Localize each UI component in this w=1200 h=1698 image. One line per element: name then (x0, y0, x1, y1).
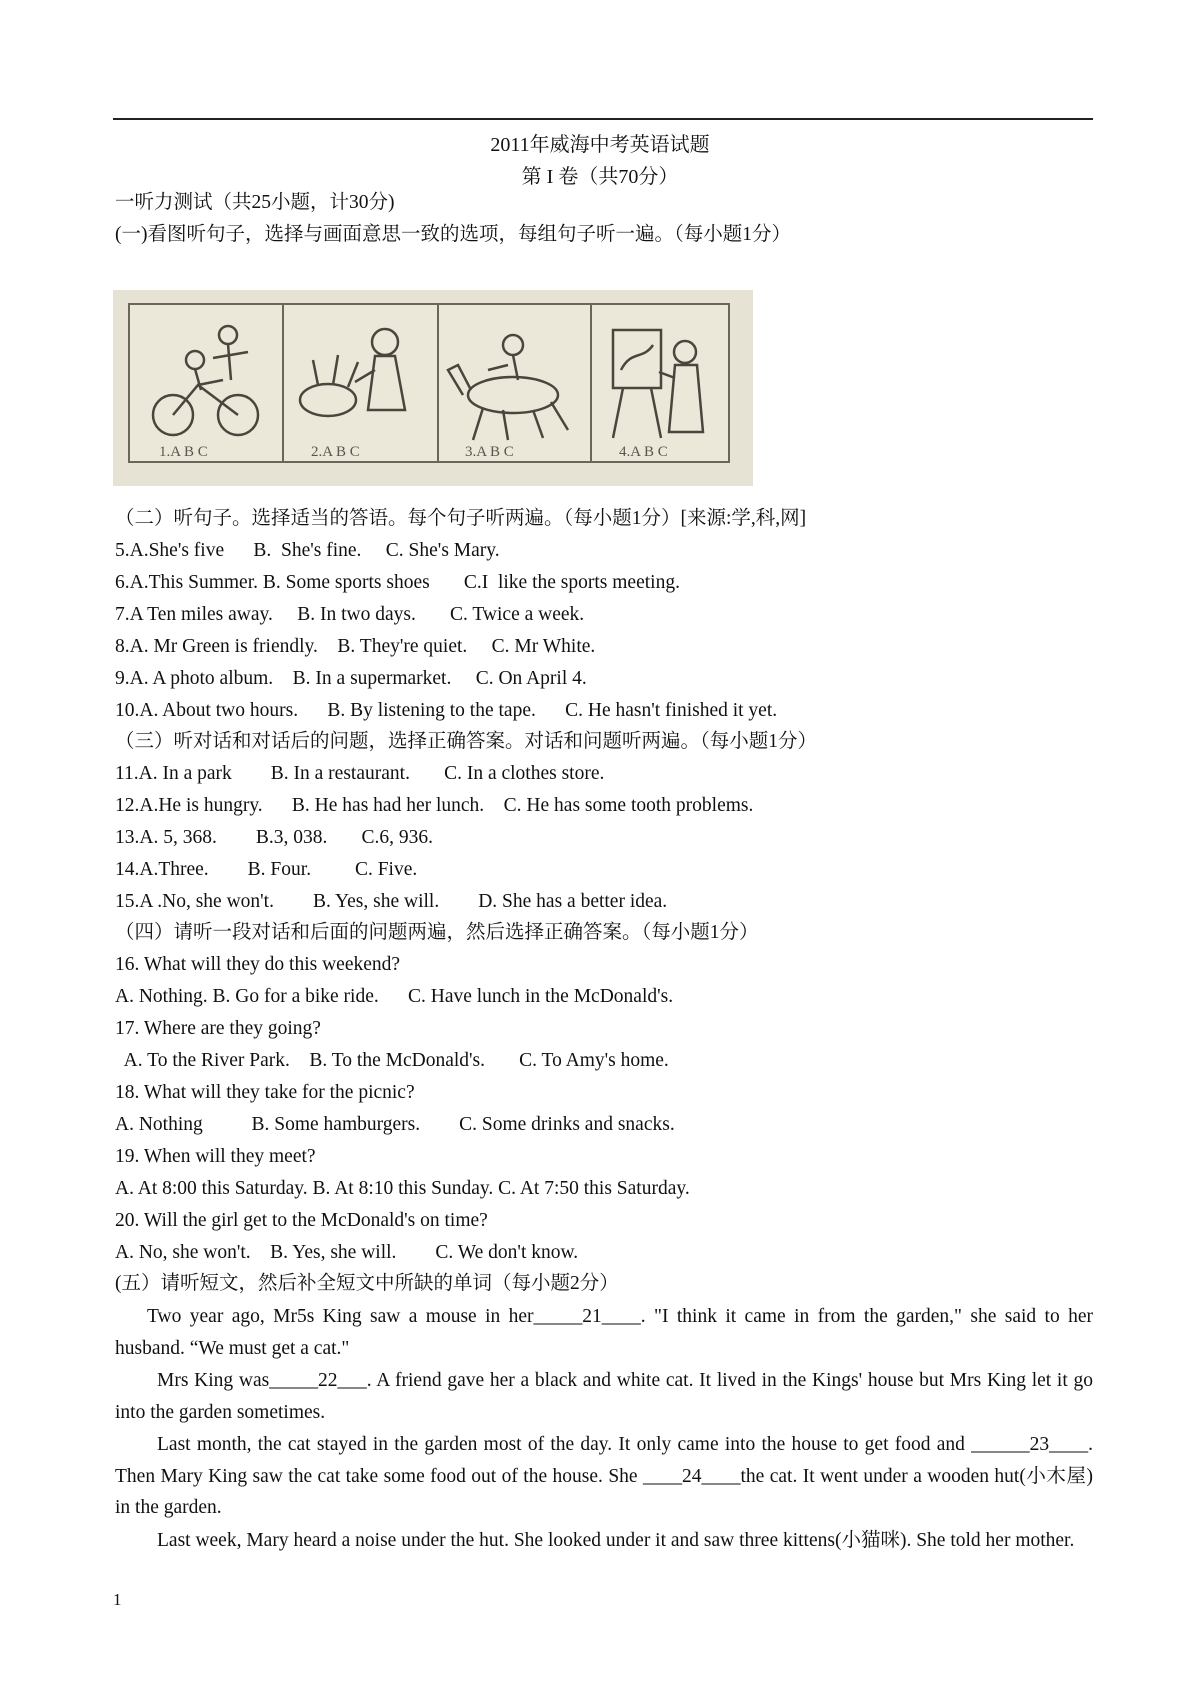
section-heading: 一听力测试（共25小题，计30分) (115, 192, 395, 213)
part1-heading: (一)看图听句子，选择与画面意思一致的选项，每组句子听一遍。（每小题1分） (115, 224, 791, 245)
question-item: 18. What will they take for the picnic? (115, 1082, 415, 1103)
listening-picture-strip (113, 290, 753, 486)
page-number: 1 (113, 1590, 122, 1609)
top-rule (113, 118, 1093, 120)
question-item: 15.A .No, she won't. B. Yes, she will. D. She has a better idea. (115, 891, 668, 912)
question-item: 19. When will they meet? (115, 1146, 316, 1167)
passage-paragraph: Last week, Mary heard a noise under the hut. She looked under it and saw three kittens(小猫咪). She told her mother. (157, 1530, 1075, 1551)
question-item: A. No, she won't. B. Yes, she will. C. We don't know. (115, 1242, 579, 1263)
question-item: 10.A. About two hours. B. By listening to the tape. C. He hasn't finished it yet. (115, 700, 778, 721)
question-item: 16. What will they do this weekend? (115, 954, 401, 975)
question-item: 8.A. Mr Green is friendly. B. They're quiet. C. Mr White. (115, 636, 596, 657)
question-item: 14.A.Three. B. Four. C. Five. (115, 859, 418, 880)
panel-label-4: 4.A B C (619, 444, 668, 460)
question-item: 12.A.He is hungry. B. He has had her lunch. C. He has some tooth problems. (115, 795, 754, 816)
panel-label-3: 3.A B C (465, 444, 514, 460)
panel-label-1: 1.A B C (159, 444, 208, 460)
question-item: 5.A.She's five B. She's fine. C. She's Mary. (115, 540, 500, 561)
panel-label-2: 2.A B C (311, 444, 360, 460)
part3-heading: （三）听对话和对话后的问题，选择正确答案。对话和问题听两遍。（每小题1分） (115, 731, 818, 752)
passage-paragraph: Last month, the cat stayed in the garden most of the day. It only came into the house to get food and ______23____. Then Mary King saw the cat take some food out of the house. She ____24____the cat. It went under a wooden hut(小木屋) in the garden. (115, 1434, 1093, 1518)
passage-paragraph: Two year ago, Mr5s King saw a mouse in her_____21____. "I think it came in from the garden," she said to her husband. “We must get a cat." (115, 1306, 1093, 1359)
question-item: A. Nothing B. Some hamburgers. C. Some drinks and snacks. (115, 1114, 675, 1135)
question-item: 20. Will the girl get to the McDonald's on time? (115, 1210, 488, 1231)
part4-heading: （四）请听一段对话和后面的问题两遍，然后选择正确答案。（每小题1分） (115, 922, 759, 943)
question-item: A. To the River Park. B. To the McDonald's. C. To Amy's home. (115, 1050, 669, 1071)
part2-heading: （二）听句子。选择适当的答语。每个句子听两遍。（每小题1分）[来源:学,科,网] (115, 508, 807, 529)
exam-title: 2011年威海中考英语试题 (490, 134, 710, 156)
question-item: A. Nothing. B. Go for a bike ride. C. Have lunch in the McDonald's. (115, 986, 674, 1007)
part5-heading: (五）请听短文，然后补全短文中所缺的单词（每小题2分） (115, 1273, 619, 1294)
question-item: A. At 8:00 this Saturday. B. At 8:10 this Sunday. C. At 7:50 this Saturday. (115, 1178, 690, 1199)
question-item: 9.A. A photo album. B. In a supermarket. C. On April 4. (115, 668, 587, 689)
question-item: 13.A. 5, 368. B.3, 038. C.6, 936. (115, 827, 433, 848)
passage-paragraph: Mrs King was_____22___. A friend gave her a black and white cat. It lived in the Kings' house but Mrs King let it go into the garden sometimes. (115, 1370, 1093, 1423)
question-item: 7.A Ten miles away. B. In two days. C. Twice a week. (115, 604, 585, 625)
question-item: 11.A. In a park B. In a restaurant. C. In a clothes store. (115, 763, 605, 784)
exam-subtitle: 第 I 卷（共70分） (521, 166, 679, 188)
question-item: 17. Where are they going? (115, 1018, 321, 1039)
question-item: 6.A.This Summer. B. Some sports shoes C.I like the sports meeting. (115, 572, 680, 593)
